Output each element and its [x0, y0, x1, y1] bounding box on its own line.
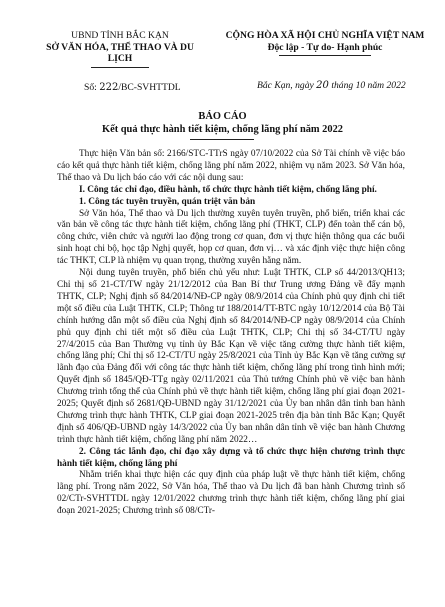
document-number-prefix: Số: — [84, 82, 97, 93]
paragraph: Nội dung tuyên truyền, phổ biến chủ yếu như: Luật THTK, CLP số 44/2013/QH13; Chỉ thị số 21-CT/TW ngày 21/12/2012 của Ban Bí thư Trung ương Đảng về đẩy mạnh THTK, CLP; Nghị định số 84/2014/NĐ-CP ngày 08/9/2014 của Chính phủ quy định chi tiết một số điều của Luật THTK, CLP; Thông tư 188/2014/TT-BTC ngày 10/12/2014 của Bộ Tài chính hướng dẫn một số điều của Nghị định số 84/2014/NĐ-CP ngày 08/9/2014 của Chính phủ quy định chi tiết một số điều của Luật THTK, CLP; Chỉ thị số 34-CT/TU ngày 27/4/2015 của Ban Thường vụ tỉnh ủy Bắc Kạn về việc tăng cường thực hành tiết kiệm, chống lãng phí; Chỉ thị số 12-CT/TU ngày 25/8/2021 của Tỉnh ủy Bắc Kạn về tăng cường sự lãnh đạo của Đảng đối với công tác thực hành tiết kiệm, chống lãng phí trong tình hình mới; Quyết định số 1845/QĐ-TTg ngày 02/11/2021 của Thủ tướng Chính phủ về việc ban hành Chương trình tổng thể của Chính phủ về thực hành tiết kiệm, chống lãng phí giai đoạn 2021- 2025; Quyết định số 2681/QĐ-UBND ngày 31/12/2021 của Ủy ban nhân dân tỉnh ban hành Chương trình thực hành THTK, CLP giai đoạn 2021-2025 trên địa bàn tỉnh Bắc Kạn; Quyết định số 406/QĐ-UBND ngày 14/3/2022 của Ủy ban nhân dân tỉnh về việc ban hành Chương trình thực hành tiết kiệm, chống lãng phí năm 2022… — [57, 268, 405, 445]
subsection-heading: 1. Công tác tuyên truyền, quán triệt văn bản — [79, 196, 256, 207]
subsection-heading: 2. Công tác lãnh đạo, chỉ đạo xây dựng và tổ chức thực hiện chương trình thực hành tiết kiệm, chống lãng phí — [57, 446, 405, 469]
agency-underline — [91, 67, 149, 68]
document-number — [84, 82, 181, 93]
paragraph: Nhằm triển khai thực hiện các quy định của pháp luật về thực hành tiết kiệm, chống lãng phí. Trong năm 2022, Sở Văn hóa, Thể thao và Du lịch đã ban hành Chương trình số 02/CTr-SVHTTDL ngày 12/01/2022 chương trình thực hành tiết kiệm, chống lãng phí giai đoạn 2021-2025; Chương trình số 08/CTr- — [57, 470, 405, 517]
provincial-committee-name: UBND TỈNH BẮC KẠN — [71, 30, 169, 41]
country-name: CỘNG HÒA XÃ HỘI CHỦ NGHĨA VIỆT NAM — [225, 30, 425, 41]
report-title: BÁO CÁO — [198, 111, 247, 122]
document-number-suffix: /BC-SVHTTDL — [118, 82, 181, 93]
section-heading: I. Công tác chỉ đạo, điều hành, tổ chức thực hành tiết kiệm, chống lãng phí. — [79, 184, 377, 195]
national-motto-block — [221, 30, 429, 56]
paragraph: Thực hiện Văn bản số: 2166/STC-TTrS ngày 07/10/2022 của Sở Tài chính về việc báo cáo kết quả thực hành tiết kiệm, chống lãng phí năm 2022, nhiệm vụ năm 2023. Sở Văn hóa, Thể thao và Du lịch báo cáo với các nội dung sau: — [57, 149, 405, 183]
motto: Độc lập - Tự do- Hạnh phúc — [267, 41, 383, 53]
paragraph: Sở Văn hóa, Thể thao và Du lịch thường xuyên tuyên truyền, phổ biến, triển khai các văn bản về công tác thực hành tiết kiệm, chống lãng phí (THKT, CLP) đến toàn thể cán bộ, công chức, viên chức và người lao động trong cơ quan, đơn vị thực hiện thông qua các buổi sinh hoạt chi bộ, học tập Nghị quyết, họp cơ quan, đơn vị… và xác định việc thực hiện công tác THKT, CLP là nhiệm vụ quan trọng, thường xuyên hằng năm. — [57, 208, 405, 267]
report-subtitle: Kết quả thực hành tiết kiệm, chống lãng phí năm 2022 — [102, 124, 343, 135]
issuing-agency-block — [40, 30, 200, 68]
document-number-handwritten: 222 — [99, 82, 119, 93]
day-handwritten: 20 — [316, 80, 329, 91]
report-body — [57, 149, 405, 518]
place-date-suffix: tháng 10 năm 2022 — [331, 80, 406, 91]
place-and-date — [257, 80, 406, 91]
department-name: SỞ VĂN HÓA, THỂ THAO VÀ DU LỊCH — [46, 41, 194, 64]
place-date-prefix: Bắc Kạn, ngày — [257, 80, 314, 91]
subtitle-underline — [190, 139, 254, 140]
motto-underline — [279, 55, 371, 56]
